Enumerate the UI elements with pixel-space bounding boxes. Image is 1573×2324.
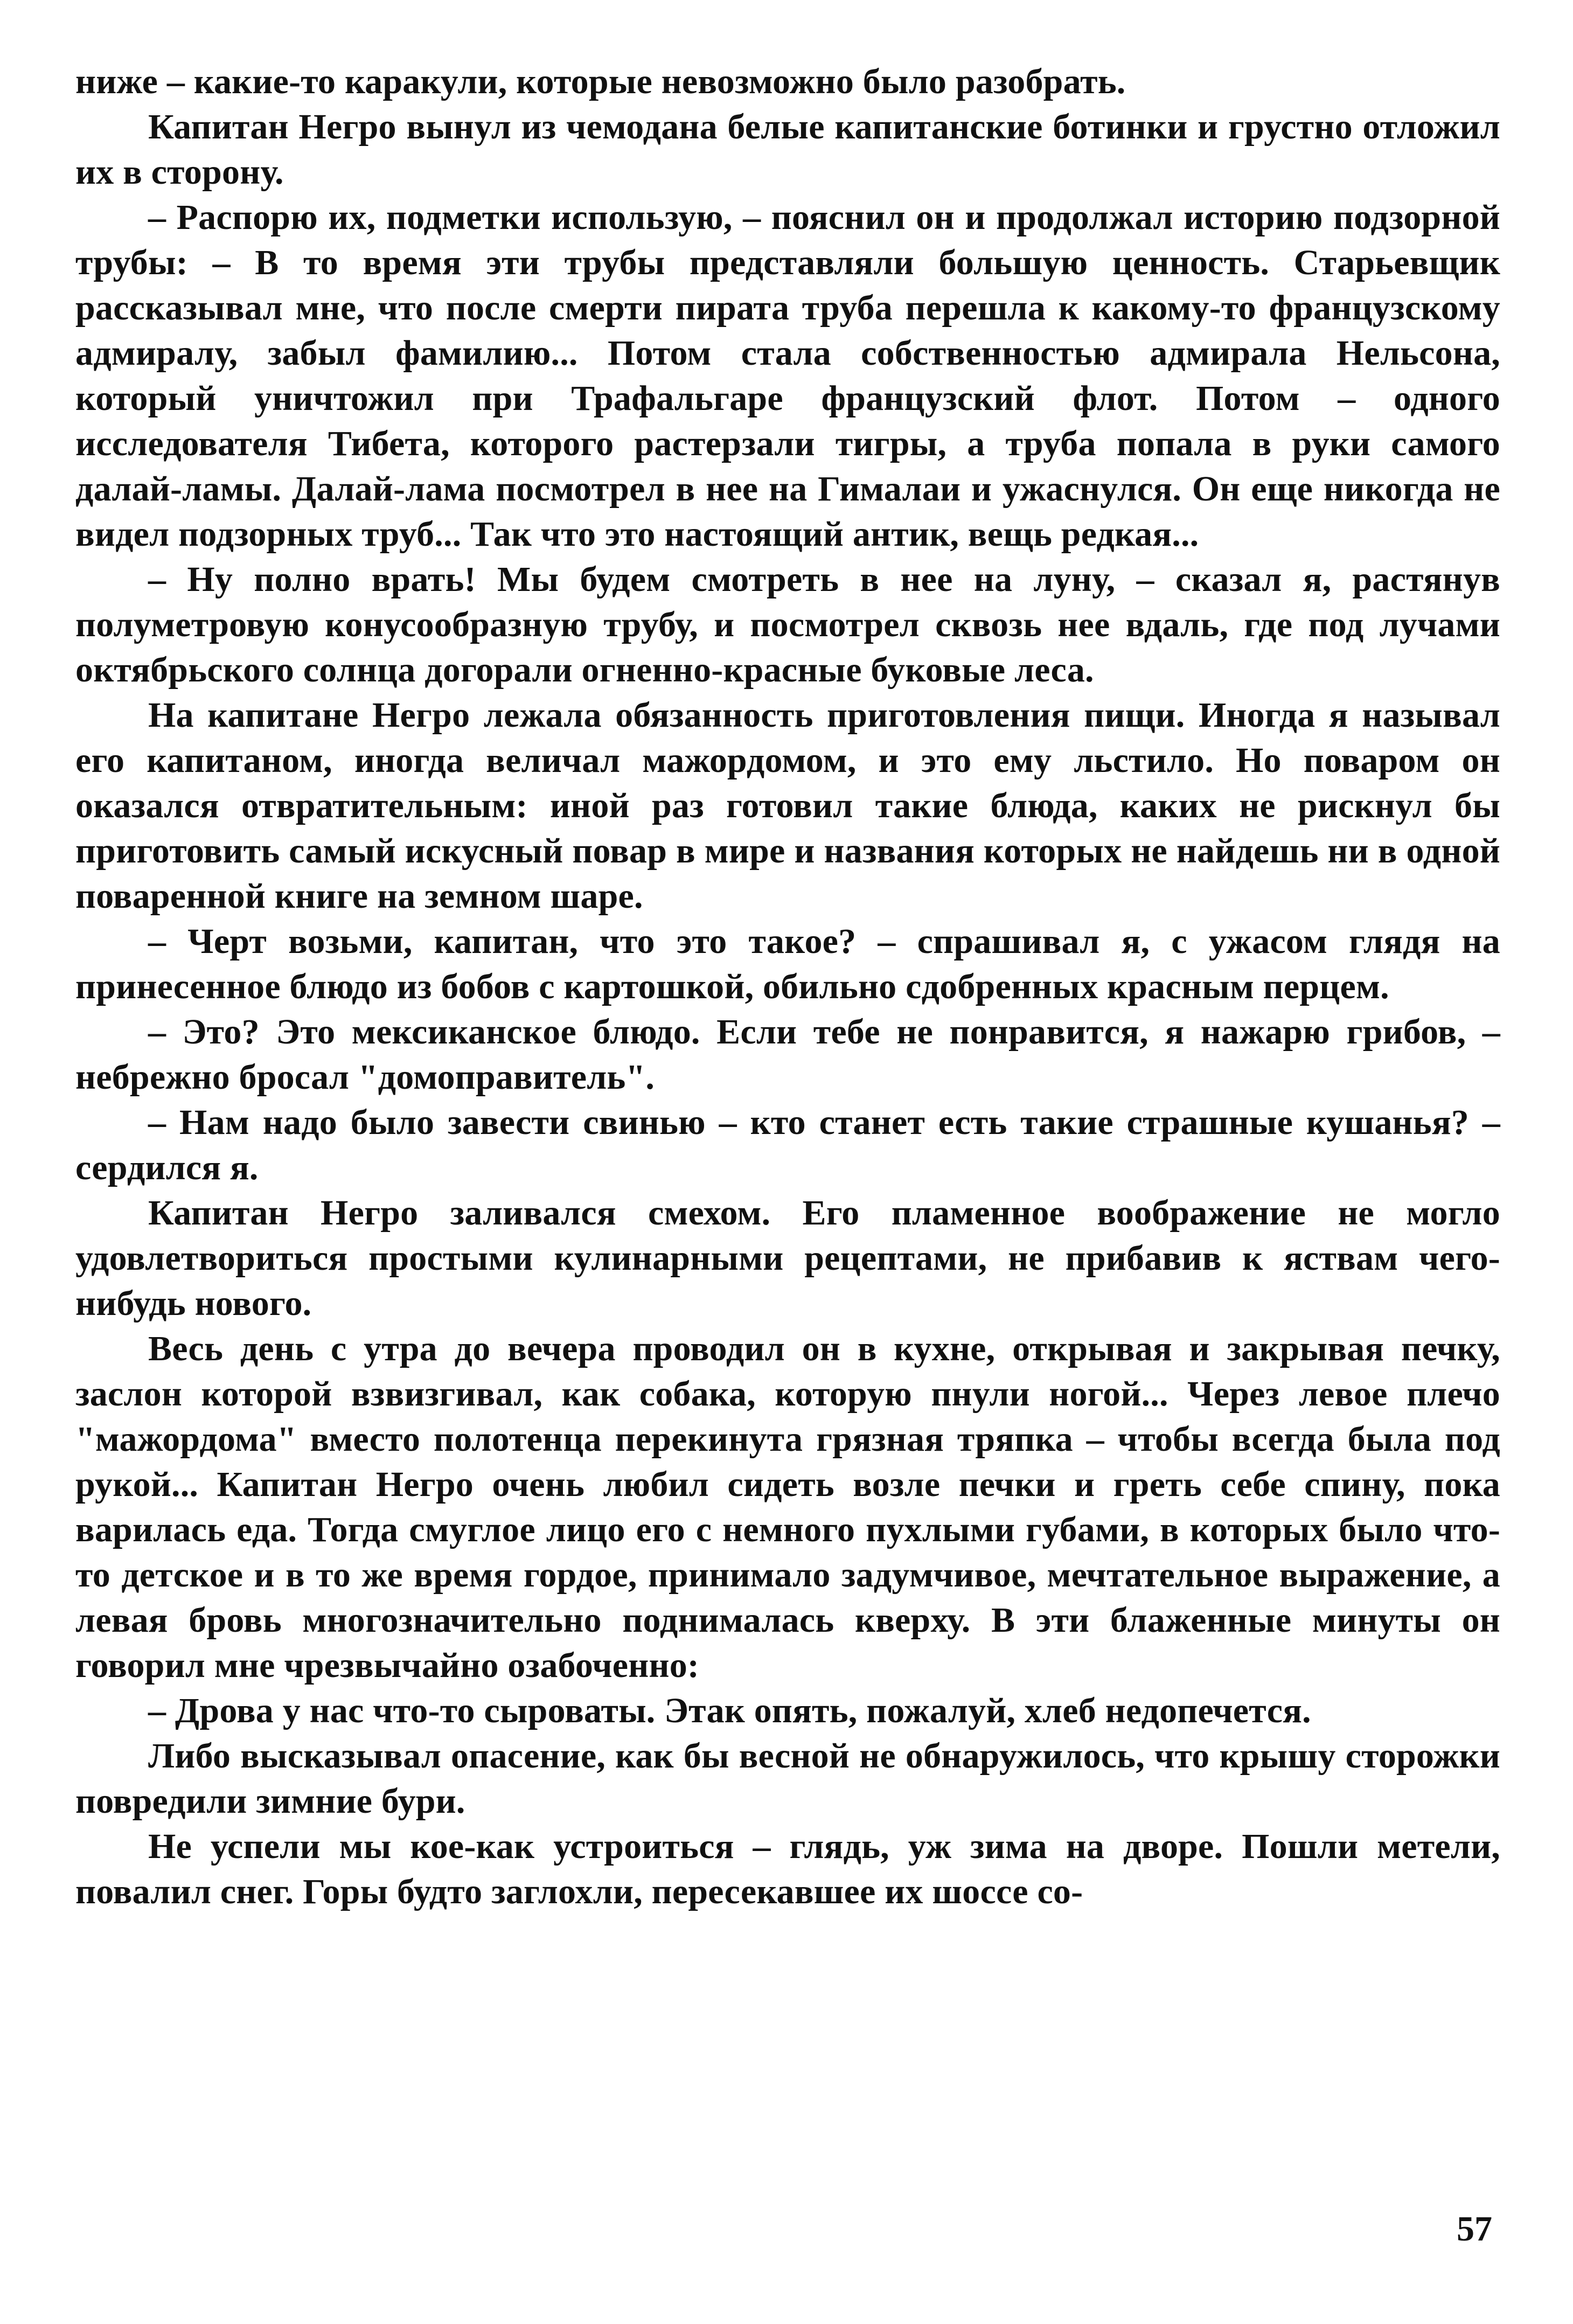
paragraph: Не успели мы кое-как устроиться – глядь, уж зима на дворе. Пошли метели, повалил снег. Горы будто заглохли, пересекавшее их шоссе со- [75,1827,1500,1911]
paragraph: – Дрова у нас что-то сыроваты. Этак опять, пожалуй, хлеб недопечется. [148,1691,1311,1730]
paragraph: Либо высказывал опасение, как бы весной не обнаружилось, что крышу сторожки повредили зимние бури. [75,1736,1500,1821]
page-body [75,59,1500,1915]
paragraph: – Ну полно врать! Мы будем смотреть в нее на луну, – сказал я, растянув полуметровую конусообразную трубу, и посмотрел сквозь нее вдаль, где под лучами октябрьского солнца догорали огненно-красные буковые леса. [75,560,1500,690]
paragraph: – Это? Это мексиканское блюдо. Если тебе не понравится, я нажарю грибов, – небрежно бросал "домоправитель". [75,1012,1500,1097]
paragraph: – Черт возьми, капитан, что это такое? – спрашивал я, с ужасом глядя на принесенное блюдо из бобов с картошкой, обильно сдобренных красным перцем. [75,922,1500,1006]
paragraph: – Нам надо было завести свинью – кто станет есть такие страшные кушанья? – сердился я. [75,1103,1500,1187]
body-text [75,59,1500,1915]
paragraph: Капитан Негро вынул из чемодана белые капитанские ботинки и грустно отложил их в сторону. [75,107,1500,192]
paragraph: Капитан Негро заливался смехом. Его пламенное воображение не могло удовлетвориться простыми кулинарными рецептами, не прибавив к яствам чего-нибудь нового. [75,1193,1500,1323]
paragraph: – Распорю их, подметки использую, – пояснил он и продолжал историю подзорной трубы: – В то время эти трубы представляли большую ценность. Старьевщик рассказывал мне, что после смерти пирата труба перешла к какому-то французскому адмиралу, забыл фамилию... Потом стала собственностью адмирала Нельсона, который уничтожил при Трафальгаре французский флот. Потом – одного исследователя Тибета, которого растерзали тигры, а труба попала в руки самого далай-ламы. Далай-лама посмотрел в нее на Гималаи и ужаснулся. Он еще никогда не видел подзорных труб... Так что это настоящий антик, вещь редкая... [75,198,1500,554]
paragraph: На капитане Негро лежала обязанность приготовления пищи. Иногда я называл его капитаном, иногда величал мажордомом, и это ему льстило. Но поваром он оказался отвратительным: иной раз готовил такие блюда, каких не рискнул бы приготовить самый искусный повар в мире и названия которых не найдешь ни в одной поваренной книге на земном шаре. [75,695,1500,916]
page-number: 57 [1457,2209,1492,2249]
paragraph: Весь день с утра до вечера проводил он в кухне, открывая и закрывая печку, заслон которой взвизгивал, как собака, которую пнули ногой... Через левое плечо "мажордома" вместо полотенца перекинута грязная тряпка – чтобы всегда была под рукой... Капитан Негро очень любил сидеть возле печки и греть себе спину, пока варилась еда. Тогда смуглое лицо его с немного пухлыми губами, в которых было что-то детское и в то же время гордое, принимало задумчивое, мечтательное выражение, а левая бровь многозначительно поднималась кверху. В эти блаженные минуты он говорил мне чрезвычайно озабоченно: [75,1329,1500,1685]
paragraph: ниже – какие-то каракули, которые невозможно было разобрать. [75,62,1126,101]
